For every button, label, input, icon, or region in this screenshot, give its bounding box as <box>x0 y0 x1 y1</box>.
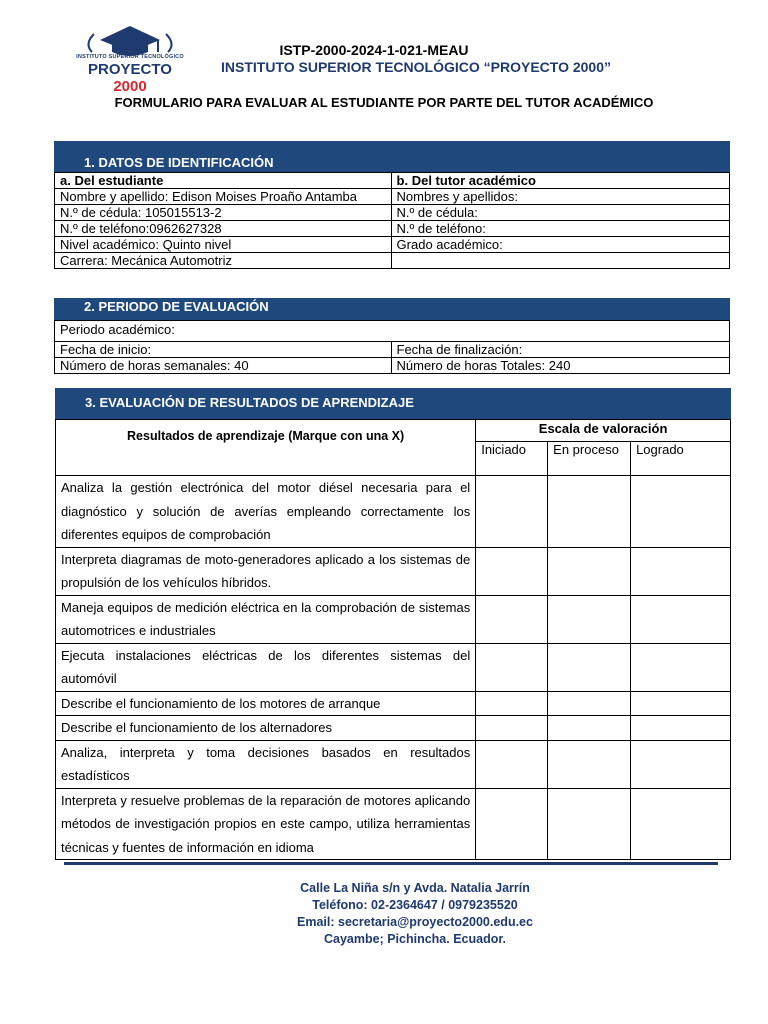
document-code: ISTP-2000-2024-1-021-MEAU <box>279 42 469 58</box>
checkbox-in-progress[interactable] <box>548 643 631 691</box>
footer-phone: Teléfono: 02-2364647 / 0979235520 <box>312 898 518 912</box>
tutor-column-header: b. Del tutor académico <box>391 173 729 189</box>
student-name: Nombre y apellido: Edison Moises Proaño Antamba <box>55 189 392 205</box>
section-3-title: 3. EVALUACIÓN DE RESULTADOS DE APRENDIZAJE <box>85 395 414 410</box>
scale-column-header: Escala de valoración <box>476 420 731 442</box>
total-hours: Número de horas Totales: 240 <box>391 358 730 374</box>
table-row <box>55 358 730 374</box>
student-id: N.º de cédula: 105015513-2 <box>55 205 392 221</box>
section-1-header <box>54 141 730 172</box>
scale-in-progress: En proceso <box>548 442 631 476</box>
checkbox-achieved[interactable] <box>631 740 731 788</box>
outcome-text: Interpreta y resuelve problemas de la reparación de motores aplicando métodos de investigación propios en este campo, utiliza herramientas técnicas y fuentes de información en idioma <box>56 788 476 860</box>
footer-email[interactable]: Email: secretaria@proyecto2000.edu.ec <box>297 915 533 929</box>
scale-achieved: Logrado <box>631 442 731 476</box>
weekly-hours: Número de horas semanales: 40 <box>55 358 392 374</box>
checkbox-in-progress[interactable] <box>548 595 631 643</box>
checkbox-initiated[interactable] <box>476 691 548 716</box>
footer-address: Calle La Niña s/n y Avda. Natalia Jarrín <box>300 881 530 895</box>
outcome-text: Ejecuta instalaciones eléctricas de los diferentes sistemas del automóvil <box>56 643 476 691</box>
footer-city: Cayambe; Pichincha. Ecuador. <box>323 932 506 946</box>
table-row <box>55 342 730 358</box>
period-table <box>54 320 730 374</box>
checkbox-in-progress[interactable] <box>548 547 631 595</box>
section-2-header <box>54 298 730 320</box>
table-row <box>56 643 731 691</box>
form-title: FORMULARIO PARA EVALUAR AL ESTUDIANTE POR PARTE DEL TUTOR ACADÉMICO <box>114 95 654 110</box>
table-row <box>56 547 731 595</box>
checkbox-in-progress[interactable] <box>548 691 631 716</box>
footer <box>0 880 768 948</box>
checkbox-in-progress[interactable] <box>548 788 631 860</box>
checkbox-initiated[interactable] <box>476 476 548 548</box>
checkbox-initiated[interactable] <box>476 595 548 643</box>
table-row <box>56 691 731 716</box>
outcome-text: Describe el funcionamiento de los alternadores <box>56 716 476 741</box>
checkbox-achieved[interactable] <box>631 547 731 595</box>
table-row <box>56 716 731 741</box>
checkbox-achieved[interactable] <box>631 716 731 741</box>
institution-name: INSTITUTO SUPERIOR TECNOLÓGICO “PROYECTO 2000” <box>221 59 611 75</box>
logo-subtitle: INSTITUTO SUPERIOR TECNOLÓGICO <box>76 54 184 60</box>
table-row <box>55 189 730 205</box>
scale-initiated: Iniciado <box>476 442 548 476</box>
end-date: Fecha de finalización: <box>391 342 730 358</box>
checkbox-initiated[interactable] <box>476 716 548 741</box>
table-row <box>56 595 731 643</box>
table-row <box>56 788 731 860</box>
student-phone: N.º de teléfono:0962627328 <box>55 221 392 237</box>
section-3-header <box>55 388 731 419</box>
outcome-text: Maneja equipos de medición eléctrica en la comprobación de sistemas automotrices e industriales <box>56 595 476 643</box>
checkbox-achieved[interactable] <box>631 476 731 548</box>
checkbox-initiated[interactable] <box>476 643 548 691</box>
checkbox-initiated[interactable] <box>476 547 548 595</box>
student-level: Nivel académico: Quinto nivel <box>55 237 392 253</box>
checkbox-initiated[interactable] <box>476 788 548 860</box>
table-row <box>55 221 730 237</box>
outcome-text: Describe el funcionamiento de los motores de arranque <box>56 691 476 716</box>
start-date: Fecha de inicio: <box>55 342 392 358</box>
table-row <box>56 740 731 788</box>
checkbox-achieved[interactable] <box>631 691 731 716</box>
outcome-text: Analiza la gestión electrónica del motor diésel necesaria para el diagnóstico y solución de averías empleando correctamente los diferentes equipos de comprobación <box>56 476 476 548</box>
table-row <box>55 237 730 253</box>
checkbox-achieved[interactable] <box>631 643 731 691</box>
tutor-name: Nombres y apellidos: <box>391 189 729 205</box>
checkbox-achieved[interactable] <box>631 788 731 860</box>
checkbox-in-progress[interactable] <box>548 476 631 548</box>
section-1-title: 1. DATOS DE IDENTIFICACIÓN <box>84 155 274 170</box>
logo-wordmark: PROYECTO 2000 <box>88 61 172 95</box>
empty-cell <box>391 253 729 269</box>
table-row <box>55 205 730 221</box>
footer-divider <box>64 862 718 865</box>
checkbox-in-progress[interactable] <box>548 716 631 741</box>
student-column-header: a. Del estudiante <box>55 173 392 189</box>
tutor-degree: Grado académico: <box>391 237 729 253</box>
academic-period: Periodo académico: <box>55 321 730 342</box>
outcomes-column-header: Resultados de aprendizaje (Marque con una X) <box>56 420 476 476</box>
outcome-text: Analiza, interpreta y toma decisiones basados en resultados estadísticos <box>56 740 476 788</box>
section-2-title: 2. PERIODO DE EVALUACIÓN <box>84 299 269 314</box>
identification-table <box>54 172 730 269</box>
table-row <box>56 476 731 548</box>
tutor-phone: N.º de teléfono: <box>391 221 729 237</box>
learning-outcomes-table <box>55 419 731 860</box>
student-career: Carrera: Mecánica Automotriz <box>55 253 392 269</box>
tutor-id: N.º de cédula: <box>391 205 729 221</box>
outcome-text: Interpreta diagramas de moto-generadores aplicado a los sistemas de propulsión de los vehículos híbridos. <box>56 547 476 595</box>
table-row <box>55 253 730 269</box>
checkbox-initiated[interactable] <box>476 740 548 788</box>
checkbox-achieved[interactable] <box>631 595 731 643</box>
checkbox-in-progress[interactable] <box>548 740 631 788</box>
